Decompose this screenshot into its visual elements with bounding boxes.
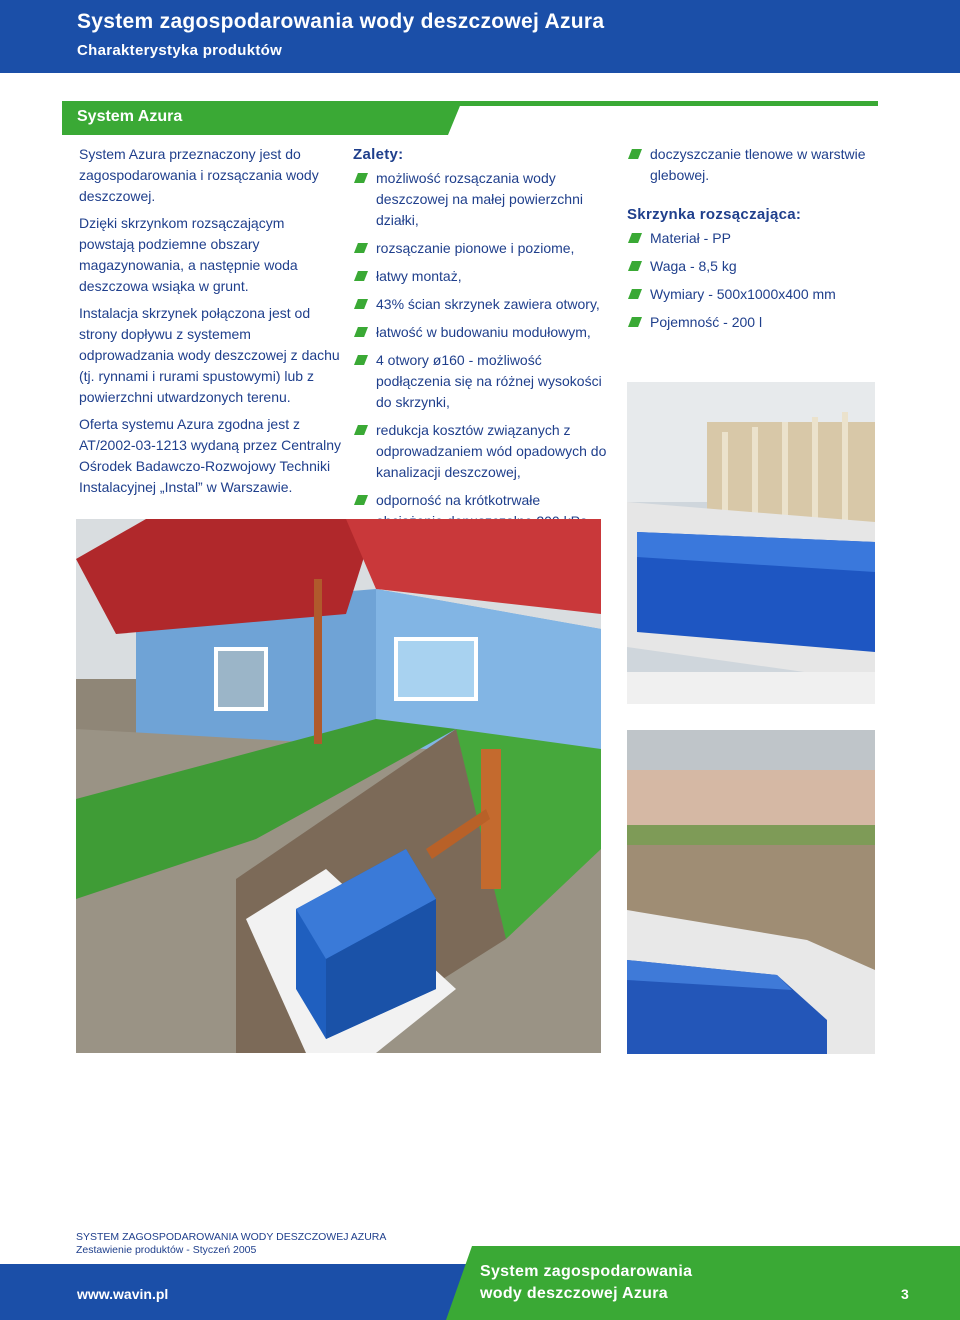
list-item: [627, 144, 877, 186]
list-item: [353, 322, 608, 343]
footer-url-link[interactable]: www.wavin.pl: [77, 1286, 169, 1302]
list-item: [353, 420, 608, 483]
section-banner: [62, 101, 878, 135]
footer-doc-subtitle: Zestawienie produktów - Styczeń 2005: [76, 1244, 257, 1256]
page-subtitle: Charakterystyka produktów: [77, 42, 283, 59]
list-item: [627, 312, 877, 333]
bullet-icon: [354, 271, 368, 281]
box-heading: Skrzynka rozsączająca:: [627, 206, 802, 223]
list-item-text: 43% ścian skrzynek zawiera otwory,: [376, 296, 600, 312]
list-item-text: redukcja kosztów związanych z odprowadzaniem wód opadowych do kanalizacji deszczowej,: [376, 422, 607, 480]
footer-doc-title: SYSTEM ZAGOSPODAROWANIA WODY DESZCZOWEJ AZURA: [76, 1231, 387, 1243]
list-item-text: Wymiary - 500x1000x400 mm: [650, 286, 836, 302]
intro-paragraph: System Azura przeznaczony jest do zagospodarowania i rozsączania wody deszczowej.: [79, 146, 319, 204]
list-item-text: Materiał - PP: [650, 230, 731, 246]
bullet-icon: [354, 173, 368, 183]
list-item: [627, 256, 877, 277]
list-item: [353, 266, 608, 287]
trench-photo: [627, 730, 875, 1054]
bullet-icon: [354, 299, 368, 309]
bullet-icon: [628, 261, 642, 271]
bullet-icon: [354, 243, 368, 253]
list-item: [353, 294, 608, 315]
page-number: 3: [901, 1286, 909, 1302]
bullet-icon: [354, 425, 368, 435]
list-item-text: łatwy montaż,: [376, 268, 462, 284]
bullet-icon: [628, 289, 642, 299]
advantages-column: [353, 144, 608, 539]
section-title: System Azura: [77, 108, 183, 125]
bullet-icon: [354, 327, 368, 337]
bullet-icon: [354, 495, 368, 505]
intro-paragraph: Oferta systemu Azura zgodna jest z AT/2002-03-1213 wydaną przez Centralny Ośrodek Badawczo-Rozwojowy Techniki Instalacyjnej „Instal” w Warszawie.: [79, 416, 342, 495]
footer-bar: [0, 1246, 960, 1320]
page-title: System zagospodarowania wody deszczowej Azura: [77, 10, 605, 33]
footer-title-line1: System zagospodarowania: [480, 1263, 693, 1280]
footer-title-line2: wody deszczowej Azura: [480, 1285, 668, 1302]
specs-column: [627, 144, 877, 340]
list-item-text: doczyszczanie tlenowe w warstwie glebowej.: [650, 146, 866, 183]
intro-column: [79, 144, 341, 504]
bullet-icon: [628, 317, 642, 327]
list-item-text: Pojemność - 200 l: [650, 314, 763, 330]
list-item-text: rozsączanie pionowe i poziome,: [376, 240, 575, 256]
list-item: [353, 238, 608, 259]
list-item: [627, 228, 877, 249]
intro-paragraph: Dzięki skrzynkom rozsączającym powstają podziemne obszary magazynowania, a następnie woda deszczowa wsiąka w grunt.: [79, 215, 298, 294]
list-item-text: odporność na krótkotrwałe: [376, 492, 541, 508]
list-item: [353, 168, 608, 231]
advantages-list-continued: [627, 144, 877, 186]
house-cutaway-illustration: [76, 519, 601, 1053]
construction-site-photo: [627, 382, 875, 704]
advantages-list: [353, 168, 608, 532]
list-item-text: Waga - 8,5 kg: [650, 258, 737, 274]
bullet-icon: [628, 149, 642, 159]
bullet-icon: [628, 233, 642, 243]
bullet-icon: [354, 355, 368, 365]
list-item-text: możliwość rozsączania wody deszczowej na małej powierzchni działki,: [376, 170, 583, 228]
advantages-heading: Zalety:: [353, 146, 404, 163]
list-item-text: 4 otwory ø160 - możliwość podłączenia się na różnej wysokości do skrzynki,: [376, 352, 602, 410]
intro-paragraph: Instalacja skrzynek połączona jest od strony dopływu z systemem odprowadzania wody deszczowej z dachu (tj. rynnami i rurami spustowymi) lub z powierzchni utwardzonych terenu.: [79, 305, 340, 405]
box-specs-list: [627, 228, 877, 333]
list-item-text: łatwość w budowaniu modułowym,: [376, 324, 591, 340]
list-item: [353, 350, 608, 413]
list-item: [627, 284, 877, 305]
